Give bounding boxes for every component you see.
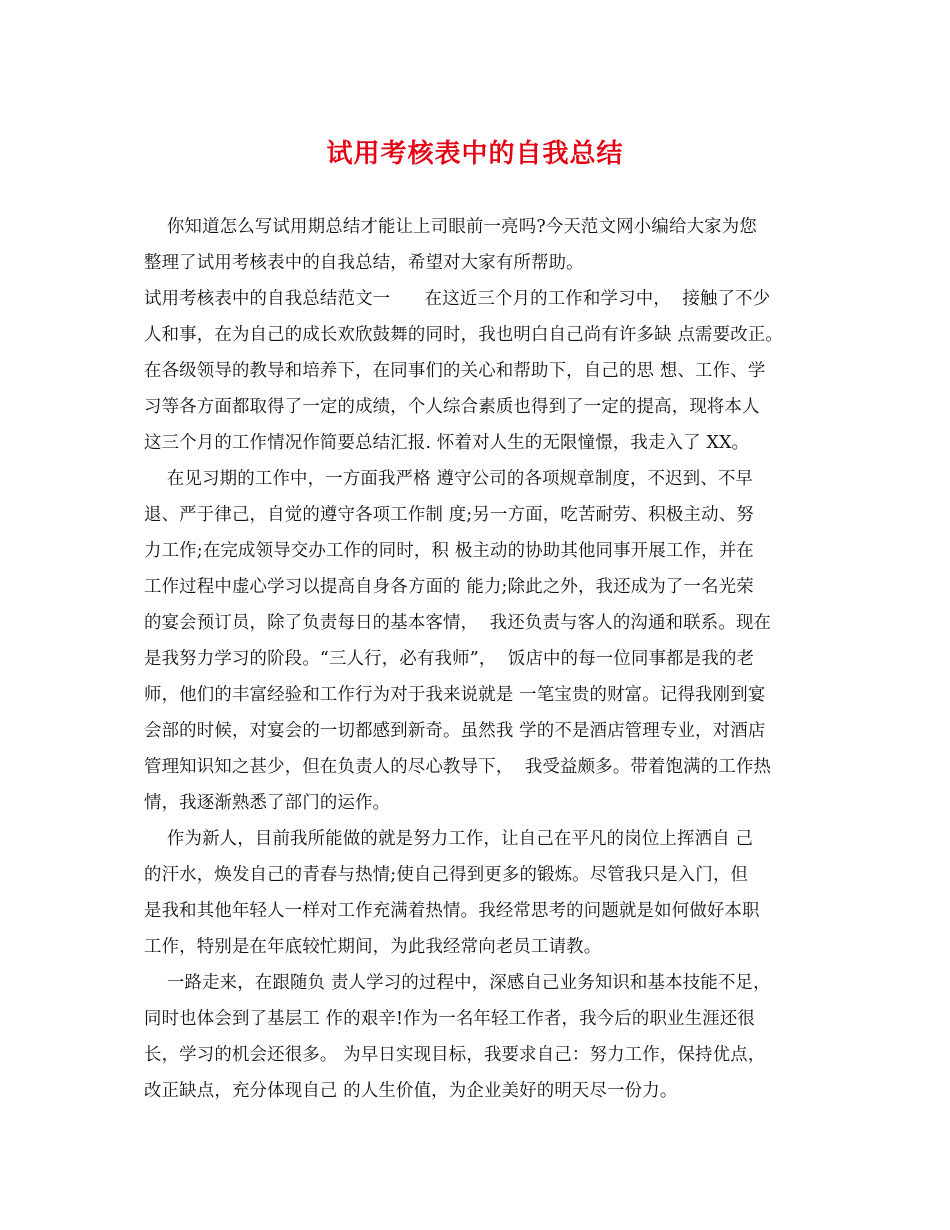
text-line: 同时也体会到了基层工 作的艰辛!作为一名年轻工作者，我今后的职业生涯还很 <box>144 1009 756 1029</box>
text-line: 退、严于律己，自觉的遵守各项工作制 度;另一方面，吃苦耐劳、积极主动、努 <box>144 505 754 525</box>
text-line: 这三个月的工作情况作简要总结汇报. 怀着对人生的无限憧憬，我走入了 XX。 <box>144 433 750 453</box>
text-line: 在见习期的工作中，一方面我严格 遵守公司的各项规章制度，不迟到、不早 <box>144 469 754 489</box>
text-line: 情，我逐渐熟悉了部门的运作。 <box>144 793 391 813</box>
text-line: 长，学习的机会还很多。 为早日实现目标，我要求自己：努力工作，保持优点， <box>144 1045 766 1065</box>
text-line: 你知道怎么写试用期总结才能让上司眼前一亮吗?今天范文网小编给大家为您 <box>144 217 757 237</box>
text-line: 习等各方面都取得了一定的成绩，个人综合素质也得到了一定的提高，现将本人 <box>144 397 760 417</box>
text-line: 试用考核表中的自我总结范文一 在这近三个月的工作和学习中， 接触了不少 <box>144 289 771 309</box>
text-line: 师，他们的丰富经验和工作行为对于我来说就是 一笔宝贵的财富。记得我刚到宴 <box>144 685 766 705</box>
text-line: 管理知识知之甚少，但在负责人的尽心教导下， 我受益颇多。带着饱满的工作热 <box>144 757 772 777</box>
text-line: 工作，特别是在年底较忙期间，为此我经常向老员工请教。 <box>144 937 602 957</box>
text-line: 是我努力学习的阶段。“三人行，必有我师”， 饭店中的每一位同事都是我的老 <box>144 649 755 669</box>
text-line: 的汗水，焕发自己的青春与热情;使自己得到更多的锻炼。尽管我只是入门，但 <box>144 865 749 885</box>
text-line: 在各级领导的教导和培养下，在同事们的关心和帮助下，自己的思 想、工作、学 <box>144 361 766 381</box>
text-line: 的宴会预订员，除了负责每日的基本客情， 我还负责与客人的沟通和联系。现在 <box>144 613 772 633</box>
text-line: 工作过程中虚心学习以提高自身各方面的 能力;除此之外，我还成为了一名光荣 <box>144 577 754 597</box>
text-line: 人和事，在为自己的成长欢欣鼓舞的同时，我也明白自己尚有许多缺 点需要改正。 <box>144 325 783 345</box>
text-line: 一路走来，在跟随负 责人学习的过程中，深感自己业务知识和基本技能不足， <box>144 973 771 993</box>
text-line: 会部的时候，对宴会的一切都感到新奇。虽然我 学的不是酒店管理专业，对酒店 <box>144 721 766 741</box>
text-line: 改正缺点，充分体现自己 的人生价值，为企业美好的明天尽一份力。 <box>144 1081 678 1101</box>
text-line: 是我和其他年轻人一样对工作充满着热情。我经常思考的问题就是如何做好本职 <box>144 901 760 921</box>
text-line: 力工作;在完成领导交办工作的同时，积 极主动的协助其他同事开展工作，并在 <box>144 541 754 561</box>
document-title: 试用考核表中的自我总结 <box>326 139 624 169</box>
text-line: 作为新人，目前我所能做的就是努力工作，让自己在平凡的岗位上挥洒自 己 <box>144 829 754 849</box>
text-line: 整理了试用考核表中的自我总结，希望对大家有所帮助。 <box>144 253 584 273</box>
